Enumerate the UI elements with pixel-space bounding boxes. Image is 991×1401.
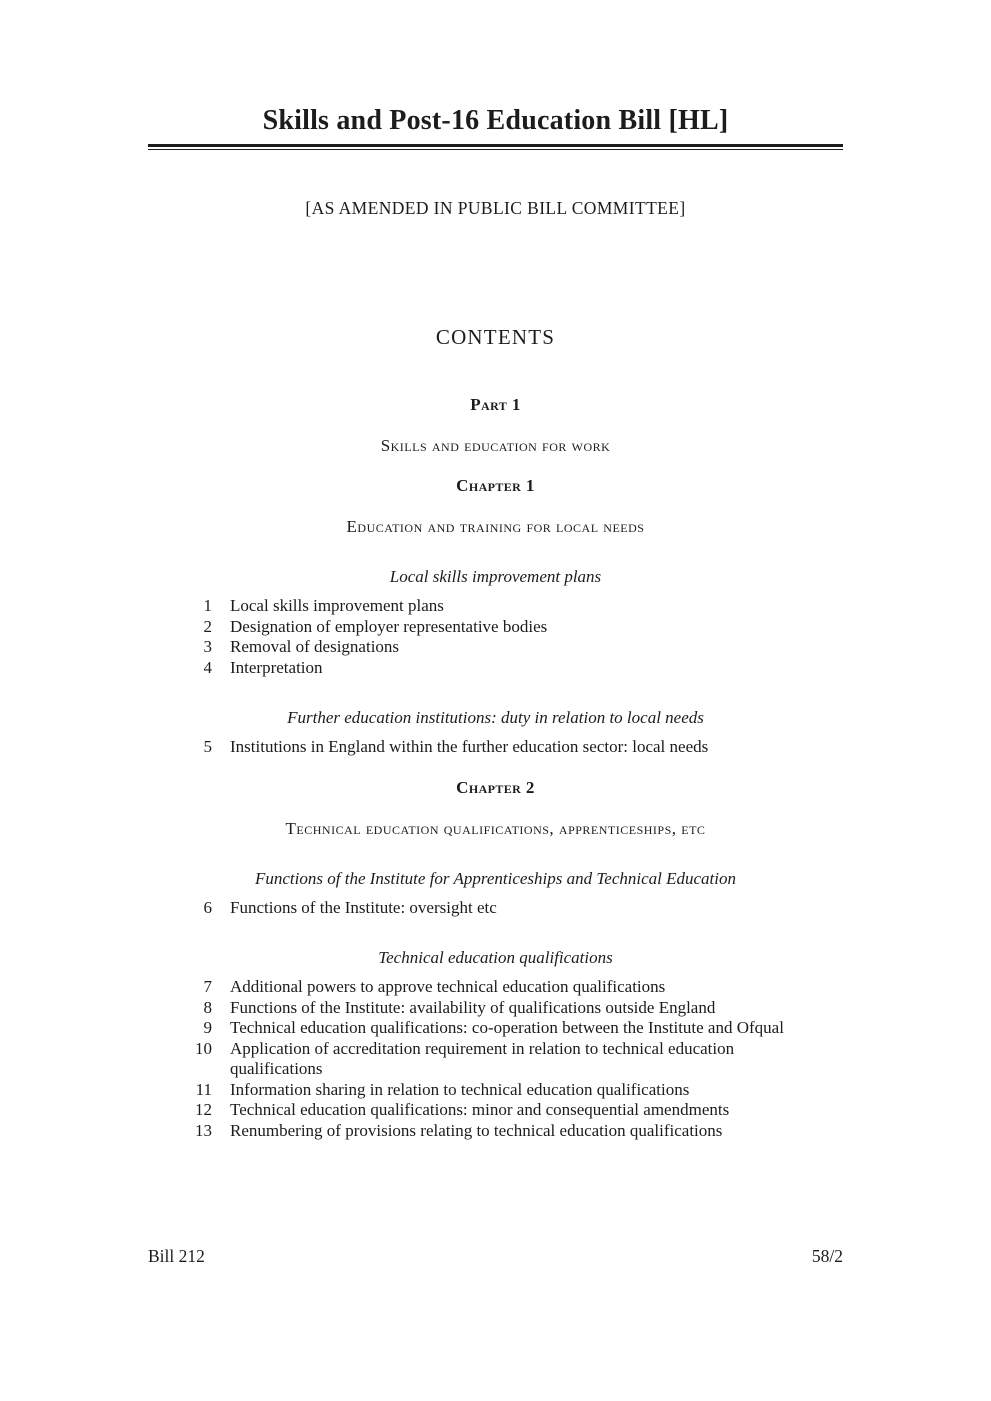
- toc-item: [148, 658, 843, 679]
- toc-item-number: 9: [203, 1018, 212, 1037]
- toc-crossheading: Functions of the Institute for Apprenticeships and Technical Education: [255, 868, 736, 888]
- toc-subheading: Education and training for local needs: [346, 517, 645, 536]
- toc-item-number: 4: [203, 657, 212, 677]
- toc-item: [148, 617, 843, 638]
- toc-item-number: 1: [203, 596, 212, 615]
- amendment-note: [AS AMENDED IN PUBLIC BILL COMMITTEE]: [305, 198, 686, 218]
- toc-item: [148, 596, 843, 617]
- toc-crossheading: Local skills improvement plans: [389, 567, 602, 586]
- toc-item: [148, 977, 843, 998]
- toc-item: [148, 1039, 843, 1080]
- toc-item-number: 6: [203, 897, 212, 917]
- toc-item: [148, 1100, 843, 1121]
- bill-title: Skills and Post-16 Education Bill [HL]: [262, 105, 729, 136]
- page-footer: [148, 1246, 843, 1267]
- toc-item-number: 12: [195, 1100, 212, 1119]
- toc-subheading: Technical education qualifications, apprenticeships, etc: [285, 818, 706, 838]
- toc-subheading: Skills and education for work: [380, 436, 611, 455]
- toc-item-label: Institutions in England within the further education sector: local needs: [230, 737, 709, 756]
- toc-chapter: Chapter 1: [456, 476, 535, 495]
- toc-item-number: 13: [195, 1120, 212, 1140]
- toc-item: [148, 1080, 843, 1101]
- toc-item-label: Technical education qualifications: co-operation between the Institute and Ofqual: [230, 1018, 784, 1037]
- toc-item-label: Renumbering of provisions relating to technical education qualifications: [230, 1120, 723, 1140]
- toc-item: [148, 737, 843, 758]
- toc-part: Part 1: [470, 395, 521, 414]
- toc-item: [148, 637, 843, 658]
- toc-item: [148, 1018, 843, 1039]
- toc-item: [148, 898, 843, 919]
- contents-heading: CONTENTS: [435, 325, 556, 349]
- toc-item-number: 10: [195, 1038, 212, 1058]
- table-of-contents: [148, 394, 843, 1141]
- toc-item-label: Functions of the Institute: availability of qualifications outside England: [230, 997, 716, 1017]
- toc-crossheading: Further education institutions: duty in relation to local needs: [287, 708, 704, 727]
- toc-item-label: Application of accreditation requirement in relation to technical education qualifications: [230, 1038, 735, 1078]
- toc-item: [148, 1121, 843, 1142]
- toc-item-label: Designation of employer representative bodies: [230, 616, 548, 636]
- toc-item-label: Information sharing in relation to technical education qualifications: [230, 1079, 690, 1099]
- toc-item-number: 8: [203, 997, 212, 1017]
- toc-item-number: 3: [203, 637, 212, 656]
- title-rule: [148, 144, 843, 150]
- toc-crossheading: Technical education qualifications: [378, 948, 613, 967]
- toc-item-number: 11: [195, 1079, 212, 1099]
- session-number: 58/2: [811, 1246, 843, 1266]
- page-content: [0, 104, 991, 1141]
- toc-chapter: Chapter 2: [456, 777, 535, 797]
- toc-item-number: 2: [203, 616, 212, 636]
- toc-item-number: 5: [203, 737, 212, 756]
- toc-item-label: Additional powers to approve technical education qualifications: [230, 977, 666, 996]
- toc-item-number: 7: [203, 977, 212, 996]
- toc-item-label: Interpretation: [230, 657, 323, 677]
- toc-item-label: Local skills improvement plans: [230, 596, 444, 615]
- toc-item-label: Technical education qualifications: minor and consequential amendments: [230, 1100, 730, 1119]
- toc-item-label: Functions of the Institute: oversight etc: [230, 897, 497, 917]
- toc-item: [148, 998, 843, 1019]
- toc-item-label: Removal of designations: [230, 637, 400, 656]
- bill-number: Bill 212: [148, 1246, 205, 1266]
